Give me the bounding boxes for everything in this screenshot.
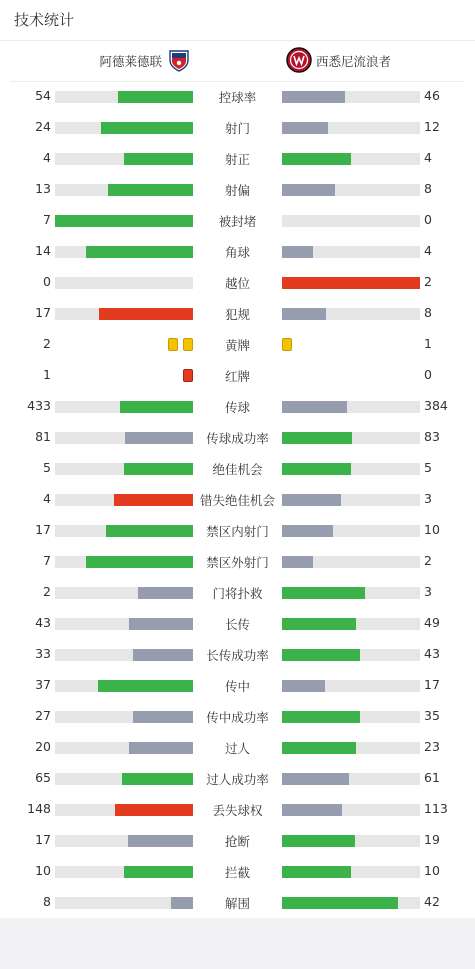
away-bar-track [282,246,420,258]
away-bar-fill [282,463,351,475]
away-bar-track [282,649,420,661]
away-bar-track [282,308,420,320]
away-bar-fill [282,246,313,258]
away-value: 1 [424,336,432,351]
stat-row [0,268,475,299]
home-value: 2 [43,584,51,599]
away-bar-fill [282,804,342,816]
stat-row [0,578,475,609]
away-value: 46 [424,88,440,103]
stat-label: 禁区外射门 [206,555,269,570]
away-bar-track [282,804,420,816]
home-cards [168,338,193,352]
away-value: 19 [424,832,440,847]
stat-row [0,392,475,423]
stat-label: 错失绝佳机会 [200,493,276,508]
away-bar-track [282,587,420,599]
away-value: 8 [424,305,432,320]
section-title: 技术统计 [0,0,475,41]
red-card-icon [183,369,193,382]
stat-row [0,237,475,268]
home-value: 2 [43,336,51,351]
home-bar-track [55,277,193,289]
away-bar-fill [282,649,360,661]
home-bar-track [55,246,193,258]
away-bar-fill [282,773,349,785]
stat-label: 被封堵 [218,214,257,229]
stat-label: 禁区内射门 [206,524,269,539]
away-team[interactable] [286,41,391,81]
home-bar-fill [114,494,193,506]
home-bar-track [55,804,193,816]
away-bar-fill [282,122,328,134]
away-bar-track [282,742,420,754]
home-bar-fill [86,246,193,258]
stat-label: 解围 [224,896,250,911]
home-bar-track [55,773,193,785]
home-value: 14 [35,243,51,258]
stat-label: 门将扑救 [212,586,263,601]
away-bar-fill [282,866,351,878]
stat-row [0,547,475,578]
away-bar-fill [282,556,313,568]
away-value: 4 [424,150,432,165]
away-bar-fill [282,525,333,537]
stat-row [0,330,475,361]
home-value: 20 [35,739,51,754]
stat-label: 长传成功率 [206,648,269,663]
away-bar-track [282,897,420,909]
stat-label: 绝佳机会 [212,462,263,477]
home-bar-track [55,401,193,413]
away-bar-track [282,618,420,630]
stat-row [0,671,475,702]
stat-row [0,113,475,144]
stat-row [0,795,475,826]
wanderers-crest-icon [286,47,312,76]
home-cards [183,369,193,383]
away-value: 2 [424,274,432,289]
away-value: 43 [424,646,440,661]
home-value: 54 [35,88,51,103]
home-value: 7 [43,553,51,568]
stat-label: 传中 [224,679,250,694]
away-bar-fill [282,742,356,754]
away-value: 5 [424,460,432,475]
home-value: 33 [35,646,51,661]
home-bar-track [55,587,193,599]
stat-label: 红牌 [224,369,250,384]
home-value: 10 [35,863,51,878]
away-bar-track [282,401,420,413]
home-value: 1 [43,367,51,382]
away-bar-fill [282,91,345,103]
stat-label: 角球 [224,245,250,260]
away-bar-track [282,184,420,196]
stat-label: 犯规 [224,307,250,322]
stat-label: 长传 [224,617,250,632]
away-value: 2 [424,553,432,568]
home-bar-track [55,649,193,661]
away-value: 10 [424,863,440,878]
home-bar-fill [55,215,193,227]
home-bar-fill [171,897,193,909]
away-bar-track [282,432,420,444]
home-bar-track [55,897,193,909]
away-bar-fill [282,308,326,320]
home-bar-track [55,835,193,847]
stat-row [0,888,475,919]
away-bar-track [282,277,420,289]
away-bar-track [282,91,420,103]
home-bar-fill [98,680,193,692]
home-value: 4 [43,491,51,506]
away-bar-fill [282,618,356,630]
home-bar-fill [99,308,193,320]
home-bar-track [55,432,193,444]
home-value: 17 [35,832,51,847]
home-value: 13 [35,181,51,196]
home-bar-fill [86,556,193,568]
stat-row [0,423,475,454]
away-value: 12 [424,119,440,134]
home-value: 17 [35,522,51,537]
stat-row [0,857,475,888]
stat-row [0,733,475,764]
home-bar-track [55,184,193,196]
home-bar-fill [133,649,193,661]
away-bar-fill [282,401,347,413]
stat-row [0,764,475,795]
away-value: 0 [424,367,432,382]
home-value: 7 [43,212,51,227]
stat-row [0,702,475,733]
away-bar-track [282,494,420,506]
stat-row [0,206,475,237]
stats-list [0,82,475,919]
stat-label: 控球率 [218,90,257,105]
home-value: 81 [35,429,51,444]
home-bar-fill [124,463,193,475]
home-bar-fill [125,432,193,444]
home-value: 433 [27,398,51,413]
away-value: 35 [424,708,440,723]
stat-row [0,485,475,516]
away-value: 42 [424,894,440,909]
away-value: 8 [424,181,432,196]
home-bar-track [55,618,193,630]
home-bar-track [55,494,193,506]
away-bar-fill [282,711,360,723]
away-value: 49 [424,615,440,630]
away-bar-track [282,215,420,227]
away-value: 10 [424,522,440,537]
stat-label: 传中成功率 [206,710,269,725]
home-value: 43 [35,615,51,630]
home-bar-fill [133,711,193,723]
away-bar-track [282,122,420,134]
away-bar-fill [282,494,341,506]
home-value: 0 [43,274,51,289]
stat-label: 越位 [224,276,250,291]
home-bar-track [55,866,193,878]
home-value: 37 [35,677,51,692]
away-bar-fill [282,277,420,289]
home-value: 24 [35,119,51,134]
stat-label: 传球成功率 [206,431,269,446]
home-bar-track [55,711,193,723]
yellow-card-icon [168,338,178,351]
home-value: 27 [35,708,51,723]
stat-row [0,144,475,175]
away-bar-track [282,463,420,475]
away-value: 17 [424,677,440,692]
away-value: 0 [424,212,432,227]
stat-row [0,175,475,206]
stat-row [0,516,475,547]
stat-row [0,609,475,640]
stat-label: 传球 [224,400,250,415]
away-value: 113 [424,801,448,816]
away-bar-track [282,525,420,537]
teams-header [10,41,465,82]
home-bar-fill [124,153,193,165]
away-team-name: 西悉尼流浪者 [316,54,392,69]
away-value: 61 [424,770,440,785]
home-bar-fill [138,587,193,599]
away-bar-track [282,835,420,847]
away-bar-track [282,556,420,568]
stat-label: 黄牌 [224,338,250,353]
stat-label: 射正 [224,152,250,167]
away-bar-track [282,711,420,723]
stat-row [0,826,475,857]
stat-label: 拦截 [224,865,250,880]
away-bar-fill [282,835,355,847]
home-bar-fill [122,773,193,785]
away-value: 83 [424,429,440,444]
stat-row [0,361,475,392]
adelaide-united-crest-icon [168,48,190,75]
home-bar-fill [120,401,193,413]
home-bar-fill [129,742,193,754]
stat-label: 过人 [224,741,250,756]
home-bar-fill [118,91,193,103]
away-bar-fill [282,184,335,196]
stat-row [0,299,475,330]
away-cards [282,338,292,352]
home-bar-fill [106,525,193,537]
away-bar-track [282,680,420,692]
home-bar-track [55,525,193,537]
home-bar-track [55,742,193,754]
stat-label: 抢断 [224,834,250,849]
away-value: 3 [424,491,432,506]
home-bar-fill [124,866,193,878]
away-bar-track [282,153,420,165]
footer-blank [0,918,475,969]
away-bar-track [282,773,420,785]
stat-row [0,82,475,113]
stat-label: 射偏 [224,183,250,198]
home-value: 17 [35,305,51,320]
stat-row [0,454,475,485]
home-bar-track [55,308,193,320]
away-bar-fill [282,432,352,444]
away-value: 3 [424,584,432,599]
home-value: 4 [43,150,51,165]
home-bar-fill [115,804,193,816]
home-value: 65 [35,770,51,785]
home-bar-fill [129,618,194,630]
away-bar-fill [282,153,351,165]
home-team-name: 阿德莱德联 [99,54,162,69]
away-bar-track [282,866,420,878]
away-bar-fill [282,897,398,909]
stat-row [0,640,475,671]
home-bar-fill [101,122,193,134]
yellow-card-icon [282,338,292,351]
home-value: 5 [43,460,51,475]
away-value: 4 [424,243,432,258]
home-bar-fill [108,184,193,196]
yellow-card-icon [183,338,193,351]
home-bar-fill [128,835,193,847]
stat-label: 过人成功率 [206,772,269,787]
home-bar-track [55,91,193,103]
stat-label: 丢失球权 [212,803,263,818]
home-value: 148 [27,801,51,816]
home-bar-track [55,680,193,692]
home-team[interactable] [99,41,190,81]
home-value: 8 [43,894,51,909]
home-bar-track [55,153,193,165]
home-bar-track [55,556,193,568]
stat-label: 射门 [224,121,250,136]
home-bar-track [55,122,193,134]
away-value: 23 [424,739,440,754]
away-bar-fill [282,587,365,599]
home-bar-track [55,215,193,227]
away-value: 384 [424,398,448,413]
home-bar-track [55,463,193,475]
away-bar-fill [282,680,325,692]
